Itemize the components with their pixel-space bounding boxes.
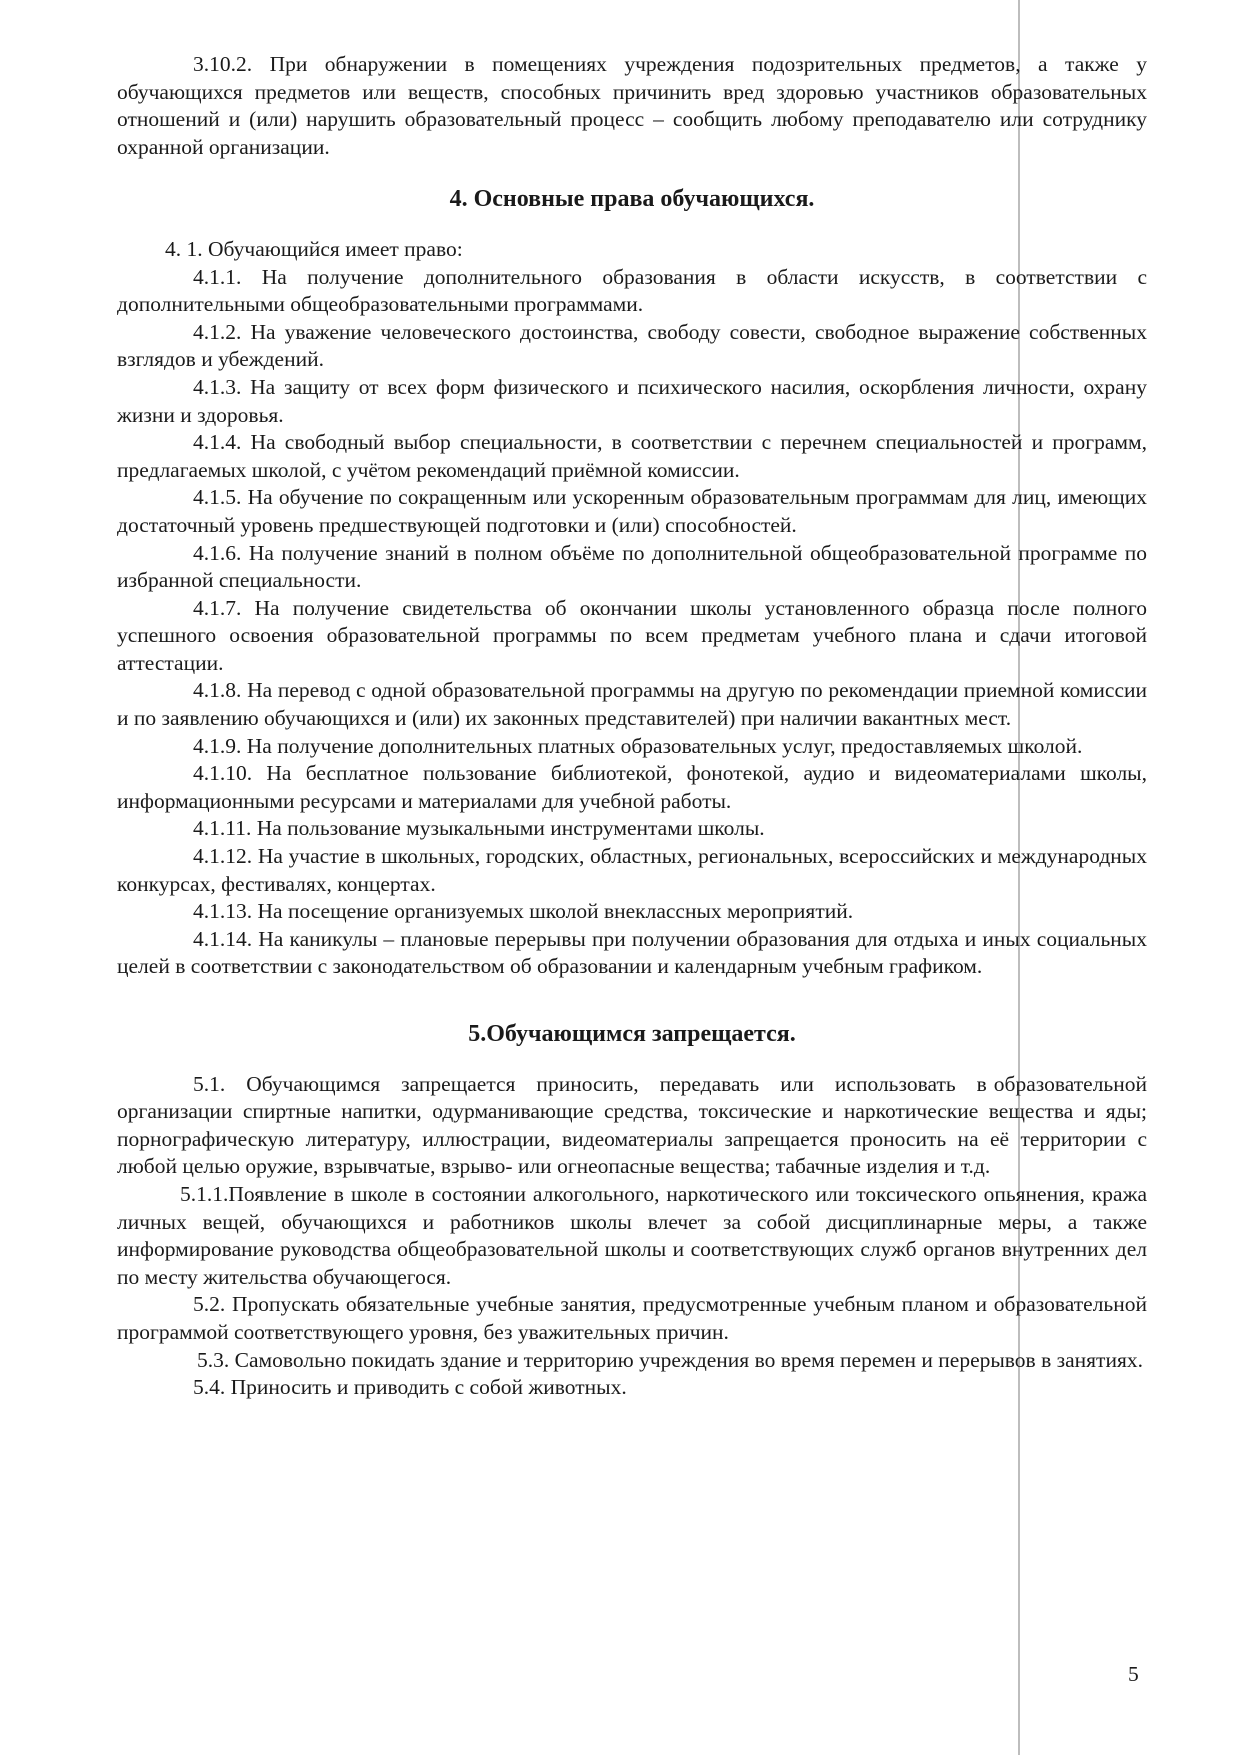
section-4-intro: 4. 1. Обучающийся имеет право: <box>165 236 463 261</box>
rights-list <box>117 264 1147 981</box>
section-4-heading: 4. Основные права обучающихся. <box>449 186 815 213</box>
right-item-4-1-9: 4.1.9. На получение дополнительных платных образовательных услуг, предоставляемых школой. <box>193 733 1083 758</box>
right-item-4-1-10: 4.1.10. На бесплатное пользование библиотекой, фонотекой, аудио и видеоматериалами школы, информационными ресурсами и материалами для учебной работы. <box>117 761 1147 813</box>
page-number: 5 <box>1128 1662 1139 1686</box>
right-item-4-1-7: 4.1.7. На получение свидетельства об окончании школы установленного образца после полного успешного освоения образовательной программы по всем предметам учебного плана и сдачи итоговой аттестации. <box>117 595 1147 675</box>
paragraph-5-4: 5.4. Приносить и приводить с собой животных. <box>193 1375 627 1400</box>
paragraph-3-10-2: 3.10.2. При обнаружении в помещениях учреждения подозрительных предметов, а также у обучающихся предметов или веществ, способных причинить вред здоровью участников образовательных отношений и (или) нарушить образовательный процесс – сообщить любому преподавателю или сотруднику охранной организации. <box>117 52 1147 159</box>
right-item-4-1-8: 4.1.8. На перевод с одной образовательной программы на другую по рекомендации приемной комиссии и по заявлению обучающихся и (или) их законных представителей) при наличии вакантных мест. <box>117 678 1147 731</box>
paragraph-5-2: 5.2. Пропускать обязательные учебные занятия, предусмотренные учебным планом и образовательной программой соответствующего уровня, без уважительных причин. <box>117 1292 1147 1344</box>
section-5-heading: 5.Обучающимся запрещается. <box>468 1021 796 1047</box>
right-item-4-1-11: 4.1.11. На пользование музыкальными инструментами школы. <box>193 816 765 841</box>
right-item-4-1-5: 4.1.5. На обучение по сокращенным или ускоренным образовательным программам для лиц, имеющих достаточный уровень предшествующей подготовки и (или) способностей. <box>117 485 1147 537</box>
right-item-4-1-14: 4.1.14. На каникулы – плановые перерывы при получении образования для отдыха и иных социальных целей в соответствии с законодательством об образовании и календарным учебным графиком. <box>117 926 1147 979</box>
paragraph-5-1-1: 5.1.1.Появление в школе в состоянии алкогольного, наркотического или токсического опьянения, кража личных вещей, обучающихся и работников школы влечет за собой дисциплинарные меры, а также информирование руководства общеобразовательной школы и соответствующих служб органов внутренних дел по месту жительства обучающегося. <box>117 1181 1147 1289</box>
right-item-4-1-13: 4.1.13. На посещение организуемых школой внеклассных мероприятий. <box>193 899 854 924</box>
paragraph-5-3: 5.3. Самовольно покидать здание и территорию учреждения во время перемен и перерывов в занятиях. <box>197 1347 1143 1372</box>
right-item-4-1-12: 4.1.12. На участие в школьных, городских, областных, региональных, всероссийских и международных конкурсах, фестивалях, концертах. <box>117 844 1147 896</box>
right-item-4-1-4: 4.1.4. На свободный выбор специальности, в соответствии с перечнем специальностей и программ, предлагаемых школой, с учётом рекомендаций приёмной комиссии. <box>117 430 1147 482</box>
paragraph-5-1: 5.1. Обучающимся запрещается приносить, передавать или использовать в образовательной организации спиртные напитки, одурманивающие средства, токсические и наркотические вещества и яды; порнографическую литературу, иллюстрации, видеоматериалы запрещается проносить на её территории с любой целью оружие, взрывчатые, взрыво- или огнеопасные вещества; табачные изделия и т.д. <box>117 1071 1153 1179</box>
right-item-4-1-1: 4.1.1. На получение дополнительного образования в области искусств, в соответствии с дополнительными общеобразовательными программами. <box>117 264 1147 317</box>
right-item-4-1-3: 4.1.3. На защиту от всех форм физического и психического насилия, оскорбления личности, охрану жизни и здоровья. <box>117 374 1147 427</box>
right-item-4-1-6: 4.1.6. На получение знаний в полном объёме по дополнительной общеобразовательной программе по избранной специальности. <box>117 540 1147 593</box>
document-body <box>117 51 1153 1402</box>
right-item-4-1-2: 4.1.2. На уважение человеческого достоинства, свободу совести, свободное выражение собственных взглядов и убеждений. <box>117 319 1147 372</box>
